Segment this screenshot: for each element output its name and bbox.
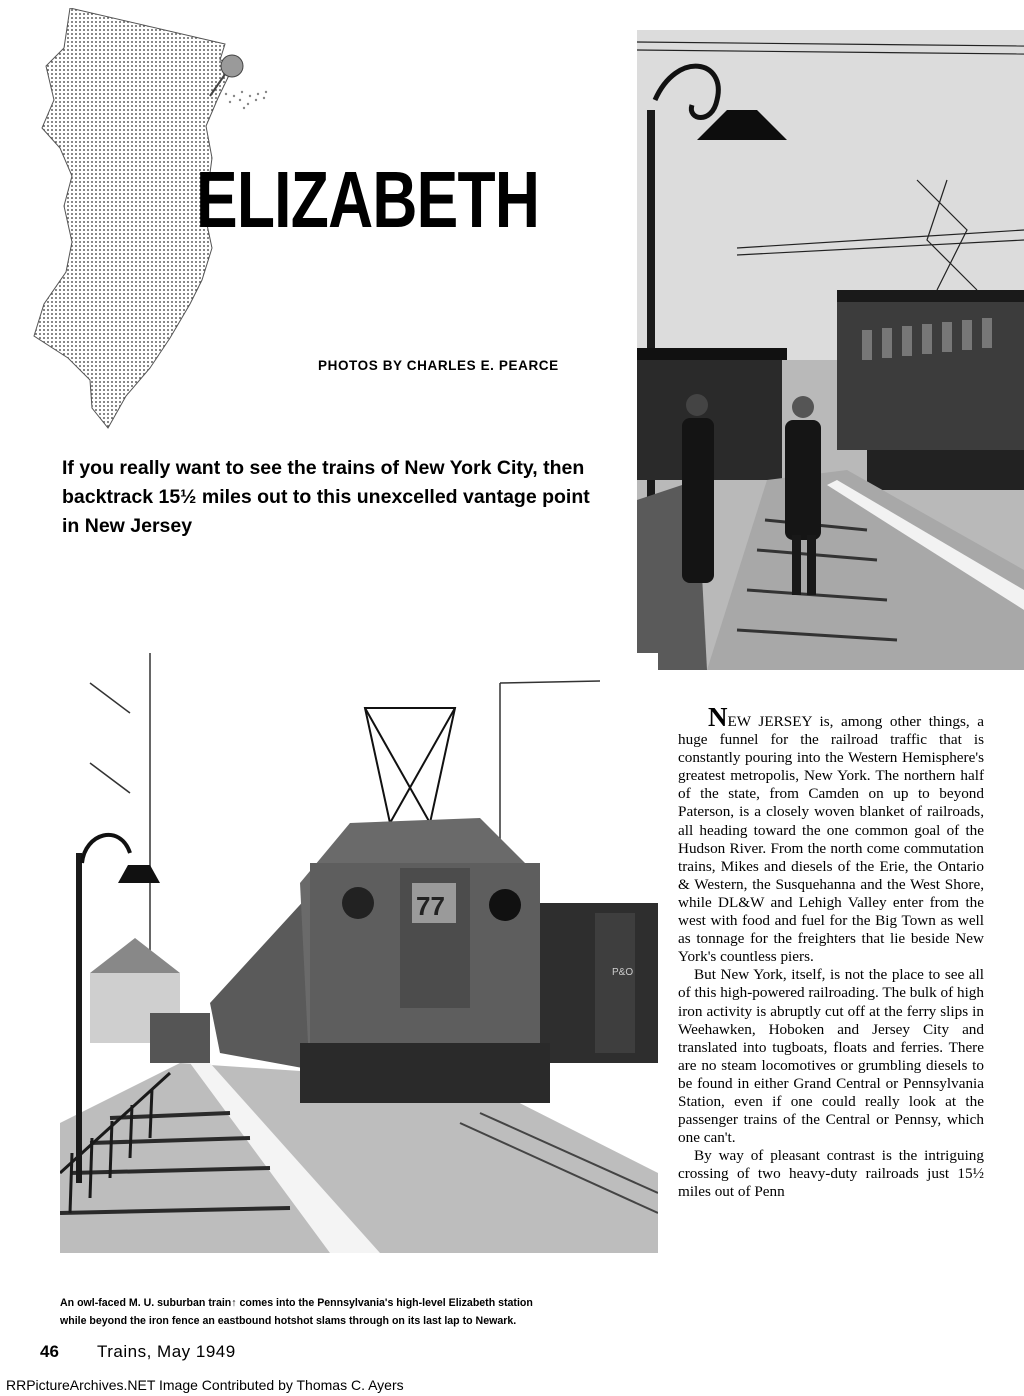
paragraph-1-text: is, among other things, a huge funnel for the railroad traffic that is constantly pouring into the Western Hemisphere's greatest metropolis, New York. The northern half of the state, from Camden on up to beyond Paterson, is a closely woven blanket of railroads, all heading toward the one common goal of the Hudson River. From the north come commutation trains, Mikes and diesels of the Erie, the Ontario & Western, the Susquehanna and the West Shore, while DL&W and Lehigh Valley enter from the west with food and fuel for the Big Town as well as tonnage for the freighters that lie beside New York's countless piers. (678, 713, 984, 966)
caption-line-1: An owl-faced M. U. suburban train↑ comes into the Pennsylvania's high-level Elizabeth station (60, 1297, 533, 1309)
car-number: 77 (416, 891, 445, 921)
magazine-issue: Trains, May 1949 (97, 1342, 236, 1361)
mu-train-photo (60, 653, 658, 1253)
photo-credit: PHOTOS BY CHARLES E. PEARCE (318, 358, 559, 373)
body-paragraph-1 (678, 702, 984, 966)
article-body (678, 702, 984, 1202)
boxcar-lettering: P&O (612, 967, 634, 978)
body-paragraph-2: But New York, itself, is not the place to see all of this high-powered railroading. The bulk of high iron activity is abruptly cut off at the ferry slips in Weehawken, Hoboken and Jersey City and translated into tugboats, floats and ferries. There are no steam locomotives or grumbling diesels to be found in either Grand Central or Pennsylvania Station, even if one could really look at the passenger trains of the Central or Pennsy, which one can't. (678, 966, 984, 1147)
lead-in-caps: EW JERSEY (727, 713, 812, 730)
article-deck: If you really want to see the trains of New York City, then backtrack 15½ miles out to this unexcelled vantage point in New Jersey (62, 457, 590, 537)
article-title: ELIZABETH (196, 155, 540, 244)
photo-caption (60, 1294, 660, 1330)
archive-footer: RRPictureArchives.NET Image Contributed by Thomas C. Ayers (6, 1377, 404, 1393)
page-number: 46 (40, 1342, 59, 1361)
station-platform-photo (637, 30, 1024, 670)
body-paragraph-3: By way of pleasant contrast is the intriguing crossing of two heavy-duty railroads just 15½ miles out of Penn (678, 1147, 984, 1201)
caption-line-2: while beyond the iron fence an eastbound hotshot slams through on its last lap to Newark. (60, 1315, 517, 1327)
drop-cap: N (708, 702, 728, 732)
